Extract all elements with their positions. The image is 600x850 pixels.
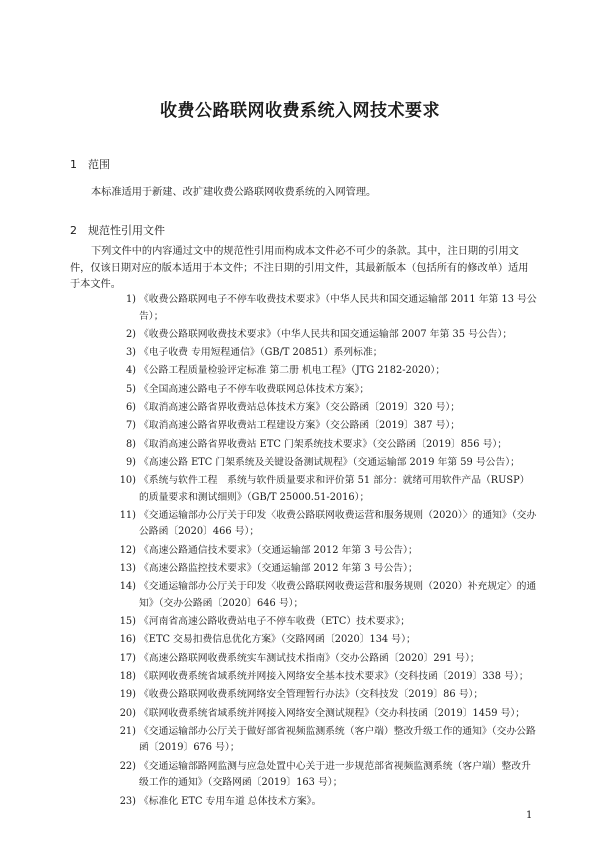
reference-item [0, 473, 600, 506]
reference-text: 《公路工程质量检验评定标准 第二册 机电工程》（JTG 2182-2020）； [139, 365, 446, 377]
section-number: 1 [70, 158, 77, 171]
reference-number: 19) [119, 689, 136, 701]
reference-text: 《取消高速公路省界收费站总体技术方案》（交公路函〔2019〕320 号）； [139, 401, 461, 413]
reference-text: 《收费公路联网收费技术要求》（中华人民共和国交通运输部 2007 年第 35 号公告）； [139, 328, 513, 340]
reference-item [0, 292, 600, 325]
reference-number: 22) [119, 760, 136, 772]
reference-text: 《全国高速公路电子不停车收费联网总体技术方案》； [139, 383, 370, 395]
reference-item [0, 363, 600, 380]
reference-text: 《河南省高速公路收费站电子不停车收费（ETC）技术要求》； [139, 616, 411, 628]
reference-text: 《交通运输部办公厅关于做好部省视频监测系统（客户端）整改升级工作的通知》（交办公路函〔2019〕676 号）； [139, 725, 536, 754]
reference-number: 21) [119, 725, 136, 737]
reference-item [0, 418, 600, 435]
reference-number: 16) [119, 634, 136, 646]
reference-number: 17) [119, 652, 136, 664]
reference-text: 《联网收费系统省域系统并网接入网络安全测试规程》（交办科技函〔2019〕1459 号）； [139, 707, 526, 719]
reference-text: 《取消高速公路省界收费站工程建设方案》（交公路函〔2019〕387 号）； [139, 420, 461, 432]
reference-item [0, 794, 600, 811]
reference-number: 8) [125, 438, 136, 450]
reference-number: 3) [125, 347, 136, 359]
reference-text: 《交通运输部办公厅关于印发〈收费公路联网收费运营和服务规则（2020）补充规定〉的通知》（交办公路函〔2020〕646 号）； [139, 581, 537, 609]
reference-number: 12) [119, 544, 136, 556]
reference-text: 《高速公路 ETC 门架系统及关键设备测试规程》（交通运输部 2019 年第 59 号公告）； [139, 456, 520, 468]
reference-item [0, 455, 600, 472]
reference-item [0, 400, 600, 417]
reference-number: 1) [125, 294, 136, 305]
reference-item [0, 669, 600, 686]
reference-number: 2) [125, 328, 136, 340]
section-title: 范围 [88, 158, 110, 171]
reference-item [0, 382, 600, 399]
section-heading-normative-references [70, 222, 165, 238]
reference-item [0, 759, 600, 792]
reference-item [0, 614, 600, 631]
reference-number: 14) [119, 581, 136, 593]
reference-number: 20) [119, 707, 136, 719]
reference-text: 《系统与软件工程 系统与软件质量要求和评价第 51 部分：就绪可用软件产品（RUSP）的质量要求和测试细则》（GB/T 25000.51-2016）； [139, 475, 530, 503]
reference-item [0, 327, 600, 344]
reference-text: 《收费公路联网电子不停车收费技术要求》（中华人民共和国交通运输部 2011 年第 13 号公告）； [139, 294, 537, 322]
reference-text: 《高速公路通信技术要求》（交通运输部 2012 年第 3 号公告）； [139, 544, 418, 556]
reference-number: 6) [125, 401, 136, 413]
document-title: 收费公路联网收费系统入网技术要求 [160, 101, 440, 121]
section-heading-scope [70, 156, 110, 172]
reference-text: 《联网收费系统省域系统并网接入网络安全基本技术要求》（交科技函〔2019〕338 号）； [139, 671, 529, 683]
reference-number: 23) [119, 795, 136, 807]
reference-number: 15) [119, 616, 136, 628]
reference-text: 《交通运输部办公厅关于印发〈收费公路联网收费运营和服务规则（2020）〉的通知》（交办公路函〔2020〕466 号）； [139, 509, 537, 538]
reference-item [0, 561, 600, 578]
reference-item [0, 651, 600, 668]
reference-item [0, 508, 600, 541]
reference-list [0, 292, 600, 812]
reference-item [0, 687, 600, 704]
reference-text: 《电子收费 专用短程通信》（GB/T 20851）系列标准； [139, 347, 383, 359]
reference-text: 《取消高速公路省界收费站 ETC 门架系统技术要求》（交公路函〔2019〕856 号）； [139, 438, 508, 450]
reference-item [0, 724, 600, 757]
page-number: 1 [526, 810, 533, 821]
reference-item [0, 437, 600, 454]
reference-item [0, 543, 600, 560]
reference-number: 18) [119, 671, 136, 683]
reference-item [0, 632, 600, 649]
reference-item [0, 345, 600, 362]
reference-text: 《交通运输部路网监测与应急处置中心关于进一步规范部省视频监测系统（客户端）整改升级工作的通知》（交路网函〔2019〕163 号）； [139, 760, 531, 789]
reference-number: 9) [125, 456, 136, 468]
reference-text: 《标准化 ETC 专用车道 总体技术方案》。 [139, 795, 322, 807]
reference-item [0, 706, 600, 723]
reference-text: 《ETC 交易扣费信息优化方案》（交路网函〔2020〕134 号）； [139, 634, 416, 646]
reference-number: 5) [125, 383, 136, 395]
section-number: 2 [70, 224, 77, 237]
reference-number: 11) [119, 509, 136, 521]
reference-number: 13) [119, 563, 136, 575]
reference-text: 《高速公路联网收费系统实车测试技术指南》（交办公路函〔2020〕291 号）； [139, 652, 480, 664]
scope-paragraph: 本标准适用于新建、改扩建收费公路联网收费系统的入网管理。 [91, 187, 377, 198]
reference-text: 《收费公路联网收费系统网络安全管理暂行办法》（交科技发〔2019〕86 号）； [139, 689, 484, 701]
reference-number: 4) [125, 365, 136, 377]
section-title: 规范性引用文件 [88, 224, 165, 237]
reference-number: 7) [125, 420, 136, 432]
reference-number: 10) [119, 475, 136, 487]
reference-text: 《高速公路监控技术要求》（交通运输部 2012 年第 3 号公告）； [139, 563, 418, 575]
normative-intro-paragraph: 下列文件中的内容通过文中的规范性引用而构成本文件必不可少的条款。其中，注日期的引用文件，仅该日期对应的版本适用于本文件；不注日期的引用文件，其最新版本（包括所有的修改单）适用于本文件。 [70, 246, 529, 290]
reference-item [0, 579, 600, 612]
